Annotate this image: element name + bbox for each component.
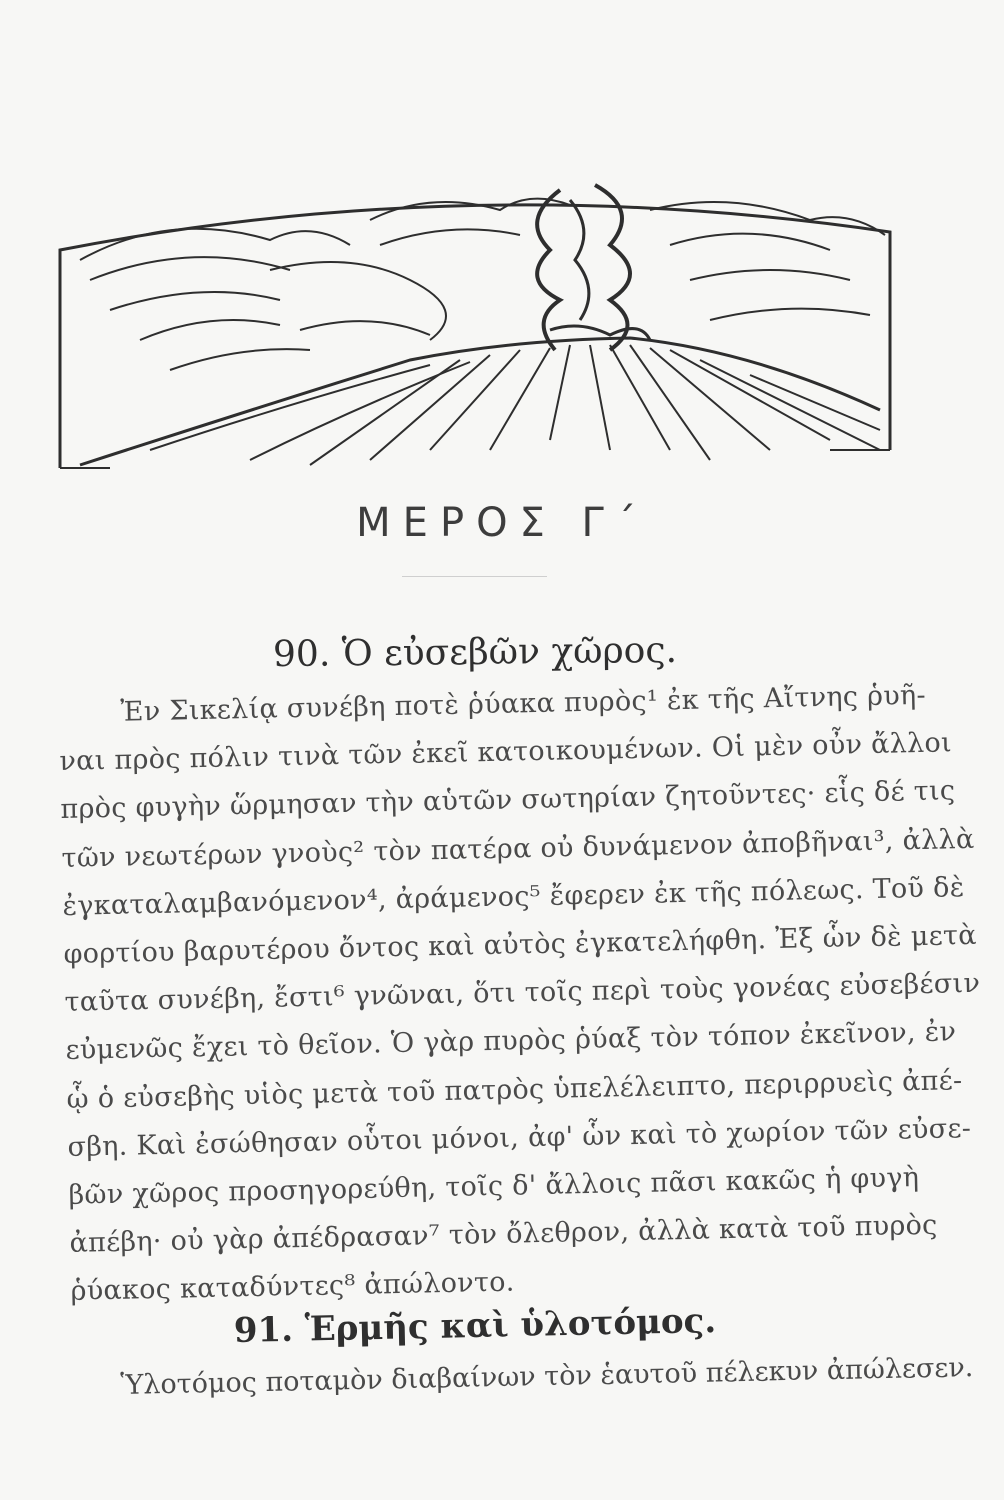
text-line: ἐγκαταλαμβανόμενον⁴, ἀράμενος⁵ ἔφερεν ἐκ τῆς πόλεως. Τοῦ δὲ xyxy=(62,871,965,922)
text-line: εὐμενῶς ἔχει τὸ θεῖον. Ὁ γὰρ πυρὸς ῥύαξ τὸν τόπον ἐκεῖνον, ἐν xyxy=(65,1016,957,1067)
text-line: ᾧ ὁ εὐσεβὴς υἱὸς μετὰ τοῦ πατρὸς ὑπελέλειπτο, περιρρυεὶς ἀπέ- xyxy=(66,1064,963,1115)
section-91-first-line: Ὑλοτόμος ποταμὸν διαβαίνων τὸν ἑαυτοῦ πέλεκυν ἀπώλεσεν. xyxy=(120,1352,974,1401)
section-90-title: 90. Ὁ εὐσεβῶν χῶρος. xyxy=(272,629,678,676)
part-heading: ΜΕΡΟΣ Γ΄ xyxy=(356,500,648,546)
divider-rule xyxy=(402,576,547,577)
text-line: τῶν νεωτέρων γνοὺς² τὸν πατέρα οὐ δυνάμενον ἀποβῆναι³, ἀλλὰ xyxy=(61,823,975,874)
text-line: βῶν χῶρος προσηγορεύθη, τοῖς δ' ἄλλοις πᾶσι κακῶς ἡ φυγὴ xyxy=(68,1161,920,1211)
text-line: σβη. Καὶ ἐσώθησαν οὗτοι μόνοι, ἀφ' ὧν καὶ τὸ χωρίον τῶν εὐσε- xyxy=(67,1112,972,1163)
text-line: πρὸς φυγὴν ὥρμησαν τὴν αὑτῶν σωτηρίαν ζητοῦντες· εἷς δέ τις xyxy=(60,775,956,826)
text-line: ἀπέβη· οὐ γὰρ ἀπέδρασαν⁷ τὸν ὄλεθρον, ἀλλὰ κατὰ τοῦ πυρὸς xyxy=(69,1209,938,1259)
section-91-title-text: Ἑρμῆς καὶ ὑλοτόμος. xyxy=(304,1300,717,1350)
text-line: ῥύακος καταδύντες⁸ ἀπώλοντο. xyxy=(70,1266,515,1308)
text-line: φορτίου βαρυτέρου ὄντος καὶ αὐτὸς ἐγκατελήφθη. Ἐξ ὧν δὲ μετὰ xyxy=(63,919,978,970)
text-line: ταῦτα συνέβη, ἔστι⁶ γνῶναι, ὅτι τοῖς περὶ τοὺς γονέας εὐσεβέσιν xyxy=(64,967,981,1019)
section-90-body xyxy=(58,672,981,1316)
text-line: ναι πρὸς πόλιν τινὰ τῶν ἐκεῖ κατοικουμένων. Οἱ μὲν οὖν ἄλλοι xyxy=(59,727,953,778)
section-91-number: 91. xyxy=(233,1309,294,1352)
volcano-vignette-illustration xyxy=(50,150,900,480)
text-line: Ἐν Σικελίᾳ συνέβη ποτὲ ῥύακα πυρὸς¹ ἐκ τῆς Αἴτνης ῥυῆ- xyxy=(120,679,927,728)
